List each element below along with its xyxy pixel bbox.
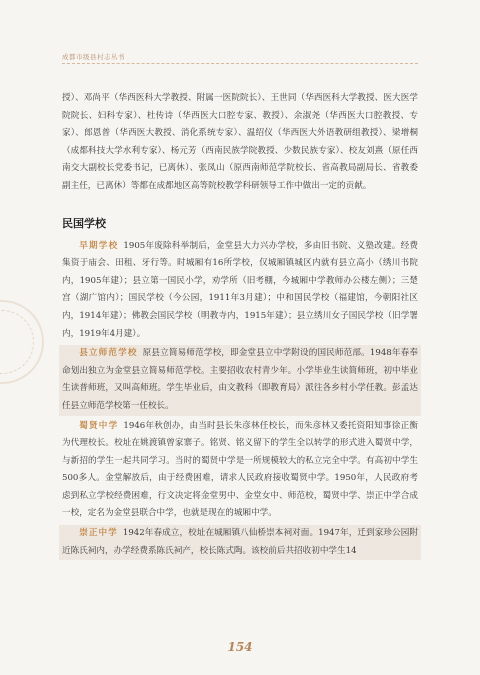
page-number: 154 [227, 640, 253, 654]
school-text: 1942年春成立，校址在城厢镇八仙桥崇本祠对面。1947年，迁到家珍公园附近陈氏祠内，办学经费系陈氏祠产，校长陈式陶。该校前后共招收初中学生14 [62, 528, 418, 556]
decorative-seal-watermark [0, 300, 44, 384]
running-header: 成都市级县村志丛书 [62, 53, 125, 61]
school-text: 1905年废除科举制后，金堂县大力兴办学校，多由旧书院、义塾改建。经费集资于庙会、田租、牙行等。时城厢有16所学校，仅城厢镇城区内就有县立高小（绣川书院内，1905年建）；县立第一国民小学，劝学所（旧考棚，今城厢中学教师办公楼左侧）；三楚宫（湖广馆内）；国民学校（今公园，1911年3月建）；中和国民学校（福建馆，今朝阳社区内，1914年建）；佛教会国民学校（明教寺内，1915年建）；县立绣川女子国民学校（旧学署内，1919年4月建）。 [62, 240, 418, 339]
school-paragraph-normal [59, 345, 421, 415]
section-title: 民国学校 [62, 216, 106, 230]
intro-paragraph: 授）、邓尚平（华西医科大学教授、附属一医院院长）、王世同（华西医科大学教授、医大医学院院长、妇科专家）、杜传诗（华西医大口腔专家、教授）、余淑尧（华西医大口腔教授、专家）、郎恩普（华西医大教授、消化系统专家）、温绍仪（华西医大外语教研组教授）、梁增桐（成都科技大学水利专家）、杨元芳（西南民族学院教授、少数民族专家）、校友刘熹（原任西南交大副校长党委书记，已离休）、张凤山（原西南师范学院校长、省高教局副局长、省教委副主任，已离休）等都在成都地区高等院校教学科研领导工作中做出一定的贡献。 [62, 93, 418, 191]
school-text: 1946年秋创办，由当时县长朱彦林任校长，而朱彦林又委托资阳知事徐正衡为代理校长。校址在姚渡镇曾家寨子。铭贤、铭义留下的学生全以转学的形式进入蜀贤中学，与新招的学生一起共同学习。当时的蜀贤中学是一所规模较大的私立完全中学。有高初中学生500多人。金堂解放后，由于经费困难，请求人民政府接收蜀贤中学。1950年，人民政府考虑到私立学校经费困难，行文决定将金堂男中、金堂女中、师范校，蜀贤中学、崇正中学合成一校，定名为金堂县联合中学，也就是现在的城厢中学。 [62, 420, 418, 519]
school-name: 蜀贤中学 [79, 420, 119, 431]
school-paragraph-early [62, 238, 418, 344]
school-paragraph-chongzheng [59, 525, 421, 560]
school-name: 崇正中学 [79, 528, 118, 539]
school-name: 早期学校 [79, 240, 119, 251]
school-text: 原县立简易师范学校，即金堂县立中学附设的国民师范部。1948年春奉命划出独立为金堂县立简易师范学校。主要招收农村青少年。小学毕业生读简师班，初中毕业生读普师班，又叫高师班。学生毕业后，由文教科（即教育局）派往各乡村小学任教。彭孟达任县立师范学校第一任校长。 [62, 348, 418, 411]
school-paragraph-shuxian [62, 418, 418, 524]
school-name: 县立师范学校 [79, 348, 138, 359]
header-divider [62, 63, 418, 64]
page-body [62, 90, 418, 562]
